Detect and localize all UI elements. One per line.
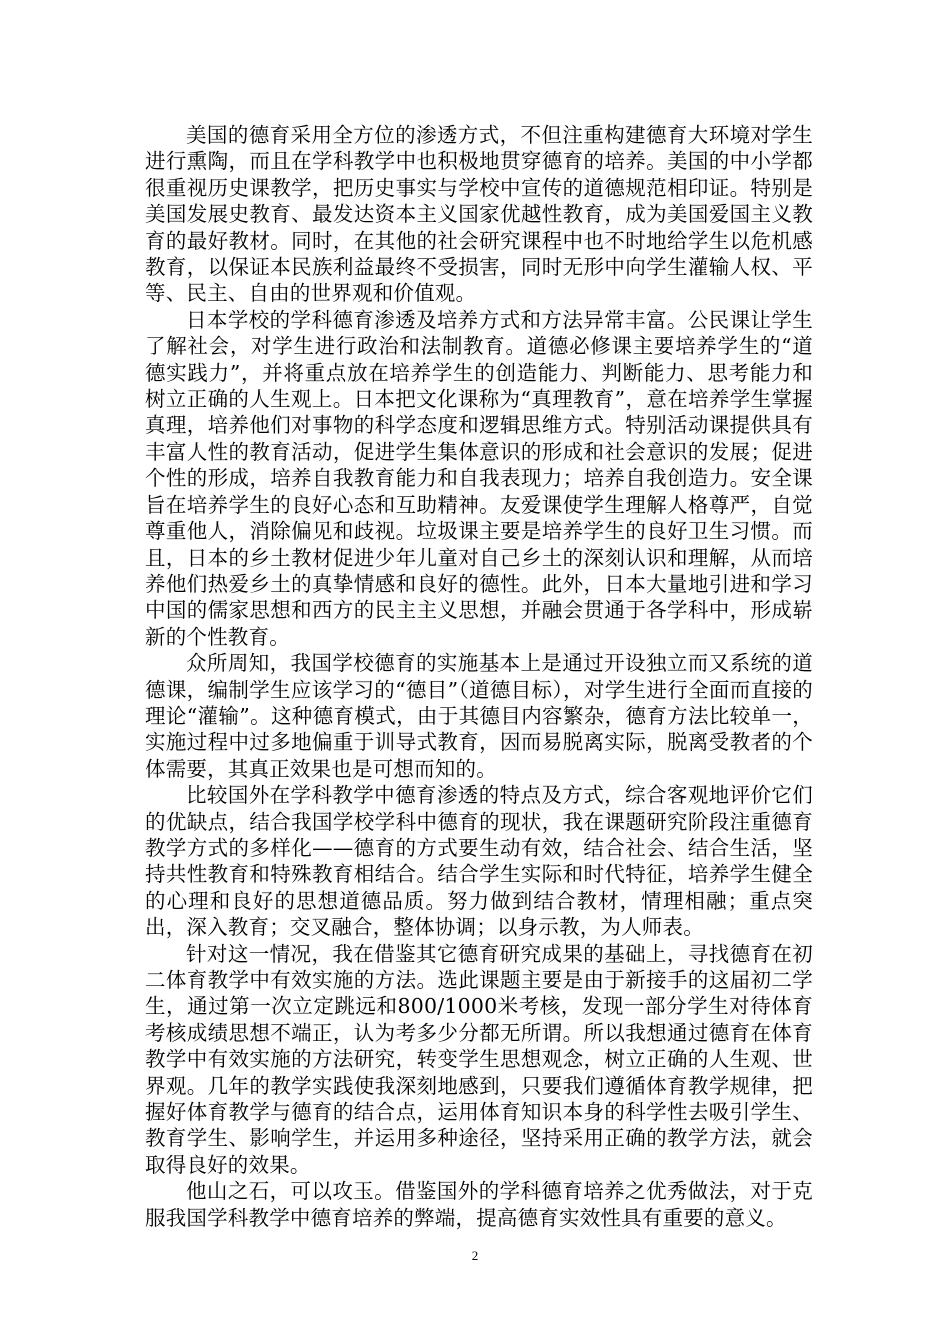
- paragraph-conclusion: 他山之石，可以攻玉。借鉴国外的学科德育培养之优秀做法，对于克服我国学科教学中德育培养的弊端，提高德育实效性具有重要的意义。: [145, 1179, 813, 1230]
- paragraph-china-moral-education: 众所周知，我国学校德育的实施基本上是通过开设独立而又系统的道德课，编制学生应该学习的“德目”（道德目标），对学生进行全面而直接的理论“灌输”。这种德育模式，由于其德目内容繁杂，德育方法比较单一，实施过程中过多地偏重于训导式教育，因而易脱离实际，脱离受教者的个体需要，其真正效果也是可想而知的。: [145, 651, 813, 781]
- paragraph-japan-moral-education: 日本学校的学科德育渗透及培养方式和方法异常丰富。公民课让学生了解社会，对学生进行政治和法制教育。道德必修课主要培养学生的“道德实践力”，并将重点放在培养学生的创造能力、判断能力、思考能力和树立正确的人生观上。日本把文化课称为“真理教育”，意在培养学生掌握真理，培养他们对事物的科学态度和逻辑思维方式。特别活动课提供具有丰富人性的教育活动，促进学生集体意识的形成和社会意识的发展；促进个性的形成，培养自我教育能力和自我表现力；培养自我创造力。安全课旨在培养学生的良好心态和互助精神。友爱课使学生理解人格尊严，自觉尊重他人，消除偏见和歧视。垃圾课主要是培养学生的良好卫生习惯。而且，日本的乡土教材促进少年儿童对自己乡土的深刻认识和理解，从而培养他们热爱乡土的真挚情感和良好的德性。此外，日本大量地引进和学习中国的儒家思想和西方的民主主义思想，并融会贯通于各学科中，形成崭新的个性教育。: [145, 307, 813, 649]
- page-number: 2: [471, 1248, 479, 1263]
- paragraph-us-moral-education: 美国的德育采用全方位的渗透方式，不但注重构建德育大环境对学生进行熏陶，而且在学科教学中也积极地贯穿德育的培养。美国的中小学都很重视历史课教学，把历史事实与学校中宣传的道德规范相印证。特别是美国发展史教育、最发达资本主义国家优越性教育，成为美国爱国主义教育的最好教材。同时，在其他的社会研究课程中也不时地给学生以危机感教育，以保证本民族利益最终不受损害，同时无形中向学生灌输人权、平等、民主、自由的世界观和价值观。: [145, 123, 813, 306]
- paragraph-comparison: 比较国外在学科教学中德育渗透的特点及方式，综合客观地评价它们的优缺点，结合我国学校学科中德育的现状，我在课题研究阶段注重德育教学方式的多样化——德育的方式要生动有效，结合社会、结合生活，坚持共性教育和特殊教育相结合。结合学生实际和时代特征，培养学生健全的心理和良好的思想道德品质。努力做到结合教材，情理相融；重点突出，深入教育；交叉融合，整体协调；以身示教，为人师表。: [145, 783, 813, 940]
- paragraph-research-topic: 针对这一情况，我在借鉴其它德育研究成果的基础上，寻找德育在初二体育教学中有效实施的方法。选此课题主要是由于新接手的这届初二学生，通过第一次立定跳远和800/1000米考核，发现一部分学生对待体育考核成绩思想不端正，认为考多少分都无所谓。所以我想通过德育在体育教学中有效实施的方法研究，转变学生思想观念，树立正确的人生观、世界观。几年的教学实践使我深刻地感到，只要我们遵循体育教学规律，把握好体育教学与德育的结合点，运用体育知识本身的科学性去吸引学生、教育学生、影响学生，并运用多种途径，坚持采用正确的教学方法，就会取得良好的效果。: [145, 941, 813, 1177]
- document-body: [145, 122, 813, 1231]
